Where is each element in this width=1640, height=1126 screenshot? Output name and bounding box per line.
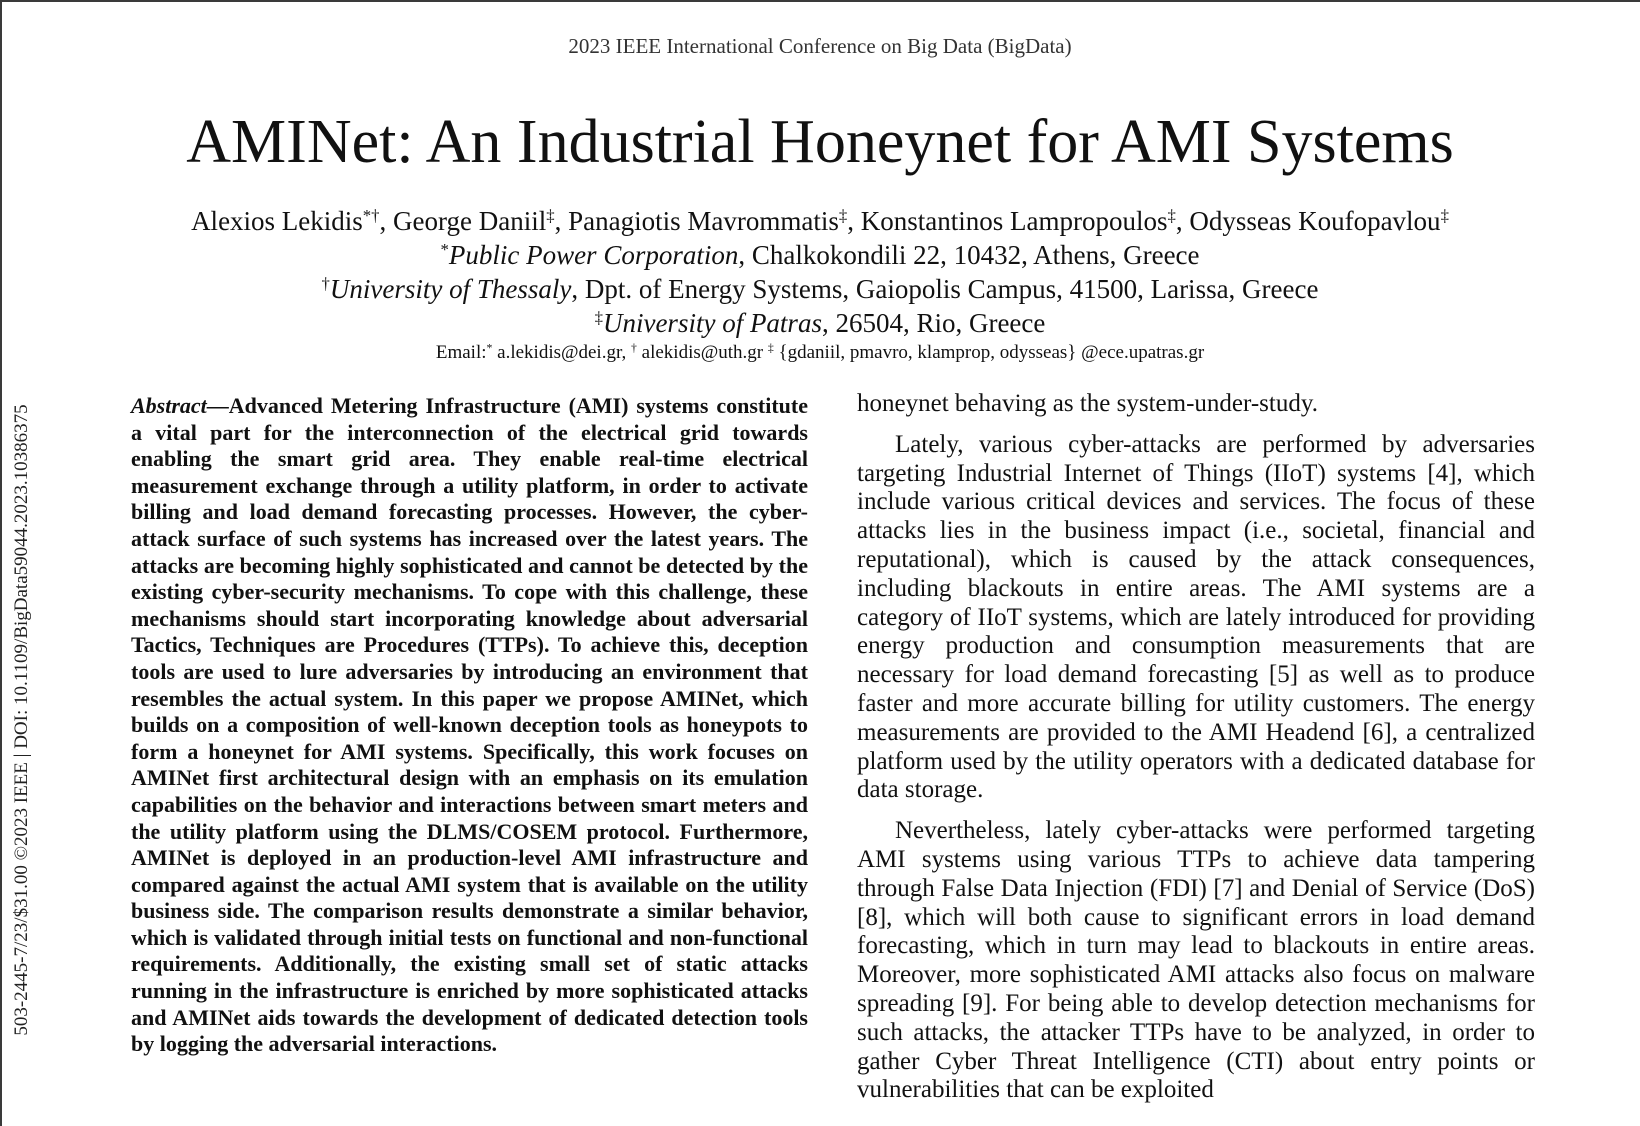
- abstract: [131, 393, 808, 1058]
- abstract-text: —Advanced Metering Infrastructure (AMI) systems constitute a vital part for the interconnection of the electrical grid towards enabling the smart grid area. They enable real-time electrical measurement exchange through a utility platform, in order to activate billing and load demand forecasting processes. However, the cyber-attack surface of such systems has increased over the latest years. The attacks are becoming highly sophisticated and cannot be detected by the existing cyber-security mechanisms. To cope with this challenge, these mechanisms should start incorporating knowledge about adversarial Tactics, Techniques are Procedures (TTPs). To achieve this, deception tools are used to lure adversaries by introducing an environment that resembles the actual system. In this paper we propose AMINet, which builds on a composition of well-known deception tools as honeypots to form a honeynet for AMI systems. Specifically, this work focuses on AMINet first architectural design with an emphasis on its emulation capabilities on the behavior and interactions between smart meters and the utility platform using the DLMS/COSEM protocol. Furthermore, AMINet is deployed in an production-level AMI infrastructure and compared against the actual AMI system that is available on the utility business side. The comparison results demonstrate a similar behavior, which is validated through initial tests on functional and non-functional requirements. Additionally, the existing small set of static attacks running in the infrastructure is enriched by more sophisticated attacks and AMINet aids towards the development of dedicated detection tools by logging the adversarial interactions.: [131, 393, 808, 1057]
- conference-header: 2023 IEEE International Conference on Big Data (BigData): [568, 34, 1072, 58]
- author-list: [0, 204, 1640, 238]
- email-prefix: Email:: [435, 342, 487, 363]
- body-paragraph: honeynet behaving as the system-under-study.: [857, 390, 1318, 417]
- author-mark: *†: [362, 205, 380, 225]
- author-name: Panagiotis Mavrommatis: [568, 206, 839, 236]
- author-name: George Daniil: [393, 206, 547, 236]
- affiliation-mark: ‡: [594, 307, 603, 327]
- affiliation-org: Public Power Corporation: [448, 240, 739, 270]
- affiliation-line: [0, 238, 1640, 272]
- email-address: {gdaniil, pmavro, klamprop, odysseas} @ece.upatras.gr: [778, 342, 1205, 363]
- affiliation-address: , 26504, Rio, Greece: [821, 308, 1046, 338]
- affiliation-line: [0, 306, 1640, 340]
- email-address: a.lekidis@dei.gr,: [497, 342, 627, 363]
- affiliation-line: [0, 272, 1640, 306]
- abstract-label: Abstract: [131, 393, 207, 418]
- author-mark: ‡: [1167, 205, 1176, 225]
- author-mark: ‡: [1440, 205, 1449, 225]
- body-paragraph: Lately, various cyber-attacks are performed by adversaries targeting Industrial Internet of Things (IIoT) systems [4], which include various critical devices and services. The focus of these attacks lies in the business impact (i.e., societal, financial and reputational), which is caused by the attack consequences, including blackouts in entire areas. The AMI systems are a category of IIoT systems, which are lately introduced for providing energy production and consumption measurements that are necessary for load demand forecasting [5] as well as to produce faster and more accurate billing for utility customers. The energy measurements are provided to the AMI Headend [6], a centralized platform used by the utility operators with a dedicated database for data storage.: [857, 430, 1535, 804]
- affiliation-address: , Dpt. of Energy Systems, Gaiopolis Campus, 41500, Larissa, Greece: [571, 274, 1319, 304]
- author-separator: ,: [379, 206, 394, 236]
- author-mark: ‡: [546, 205, 555, 225]
- affiliation-org: University of Patras: [602, 308, 822, 338]
- page-border-top: [0, 0, 1640, 2]
- author-name: Alexios Lekidis: [191, 206, 363, 236]
- email-address: alekidis@uth.gr: [641, 342, 764, 363]
- affiliation-mark: *: [440, 239, 449, 259]
- author-name: Konstantinos Lampropoulos: [860, 206, 1168, 236]
- email-mark: ‡: [767, 341, 774, 355]
- email-mark: *: [486, 341, 493, 355]
- author-separator: ,: [1175, 206, 1190, 236]
- affiliation-org: University of Thessaly: [329, 274, 572, 304]
- affiliation-address: , Chalkokondili 22, 10432, Athens, Greece: [738, 240, 1200, 270]
- email-mark: †: [631, 341, 637, 355]
- body-column: [857, 390, 1535, 1117]
- author-separator: ,: [847, 206, 861, 236]
- author-separator: ,: [554, 206, 569, 236]
- doi-text: 503-2445-7/23/$31.00 ©2023 IEEE | DOI: 10.1109/BigData59044.2023.10386375: [11, 404, 32, 1036]
- author-mark: ‡: [838, 205, 848, 225]
- affiliation-mark: †: [321, 273, 330, 293]
- author-name: Odysseas Koufopavlou: [1189, 206, 1441, 236]
- body-paragraph: Nevertheless, lately cyber-attacks were performed targeting AMI systems using various TTPs to achieve data tampering through False Data Injection (FDI) [7] and Denial of Service (DoS) [8], which will both cause to significant errors in load demand forecasting, which in turn may lead to blackouts in entire areas. Moreover, more sophisticated AMI attacks also focus on malware spreading [9]. For being able to develop detection mechanisms for such attacks, the attacker TTPs have to be analyzed, in order to gather Cyber Threat Intelligence (CTI) about entry points or vulnerabilities that can be exploited: [857, 817, 1535, 1104]
- email-line: [0, 340, 1640, 366]
- paper-title: AMINet: An Industrial Honeynet for AMI Systems: [186, 108, 1454, 176]
